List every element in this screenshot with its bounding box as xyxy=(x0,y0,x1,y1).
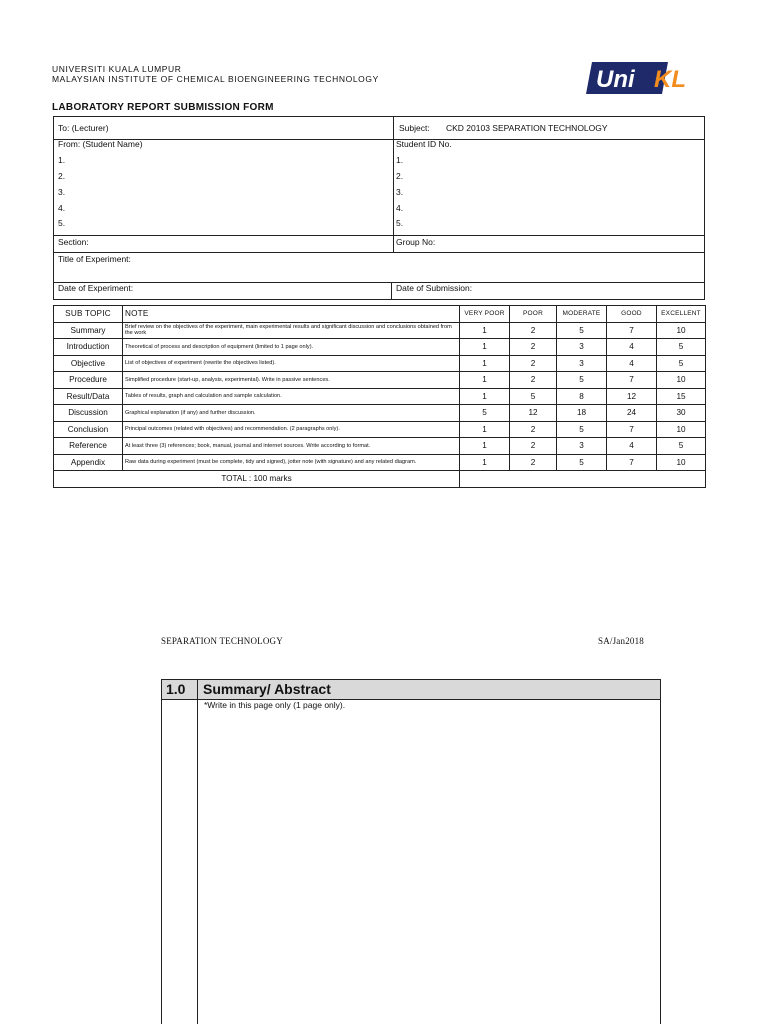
row-note: Raw data during experiment (must be complete, tidy and signed), jotter note (with signature) and any related diagram. xyxy=(123,454,460,471)
row-topic: Appendix xyxy=(54,454,123,471)
score-excellent: 15 xyxy=(657,388,706,405)
score-excellent: 10 xyxy=(657,454,706,471)
score-excellent: 5 xyxy=(657,355,706,372)
score-moderate: 5 xyxy=(557,322,607,339)
table-row xyxy=(54,438,706,455)
score-very-poor: 5 xyxy=(460,405,510,422)
section-title: Summary/ Abstract xyxy=(203,681,331,697)
score-moderate: 5 xyxy=(557,454,607,471)
row-topic: Reference xyxy=(54,438,123,455)
score-very-poor: 1 xyxy=(460,339,510,356)
summary-instruction: *Write in this page only (1 page only). xyxy=(204,700,346,710)
score-very-poor: 1 xyxy=(460,322,510,339)
score-good: 7 xyxy=(607,322,657,339)
section-divider xyxy=(197,680,198,1024)
title-of-experiment-label: Title of Experiment: xyxy=(58,254,131,264)
score-excellent: 5 xyxy=(657,438,706,455)
logo-text-uni: Uni xyxy=(596,66,635,93)
header-good: GOOD xyxy=(607,306,657,323)
score-poor: 2 xyxy=(510,372,557,389)
score-good: 7 xyxy=(607,372,657,389)
score-moderate: 3 xyxy=(557,438,607,455)
date-of-submission-label: Date of Submission: xyxy=(396,283,473,293)
row-topic: Objective xyxy=(54,355,123,372)
score-very-poor: 1 xyxy=(460,355,510,372)
subject-value: CKD 20103 SEPARATION TECHNOLOGY xyxy=(446,123,608,133)
header-note: NOTE xyxy=(123,306,460,323)
summary-section xyxy=(161,679,661,1024)
score-very-poor: 1 xyxy=(460,388,510,405)
header-poor: POOR xyxy=(510,306,557,323)
score-good: 7 xyxy=(607,421,657,438)
total-marks: TOTAL : 100 marks xyxy=(54,471,460,488)
score-good: 7 xyxy=(607,454,657,471)
score-very-poor: 1 xyxy=(460,438,510,455)
score-good: 4 xyxy=(607,355,657,372)
total-row xyxy=(54,471,706,488)
form-title: LABORATORY REPORT SUBMISSION FORM xyxy=(52,102,274,113)
header-sub-topic: SUB TOPIC xyxy=(54,306,123,323)
student-name-2: 2. xyxy=(58,171,66,181)
group-no-label: Group No: xyxy=(396,237,436,247)
row-topic: Introduction xyxy=(54,339,123,356)
table-row xyxy=(54,454,706,471)
university-name: UNIVERSITI KUALA LUMPUR xyxy=(52,64,182,74)
score-good: 4 xyxy=(607,339,657,356)
row-topic: Conclusion xyxy=(54,421,123,438)
score-very-poor: 1 xyxy=(460,372,510,389)
row-topic: Result/Data xyxy=(54,388,123,405)
student-name-3: 3. xyxy=(58,187,66,197)
row-note: Tables of results, graph and calculation and sample calculation. xyxy=(123,388,460,405)
subject-label: Subject: xyxy=(399,123,430,133)
student-name-1: 1. xyxy=(58,155,66,165)
header-moderate: MODERATE xyxy=(557,306,607,323)
header-very-poor: VERY POOR xyxy=(460,306,510,323)
institute-name: MALAYSIAN INSTITUTE OF CHEMICAL BIOENGINEERING TECHNOLOGY xyxy=(52,74,379,84)
page-header-course: SEPARATION TECHNOLOGY xyxy=(161,636,283,646)
student-id-5: 5. xyxy=(396,218,404,228)
table-row xyxy=(54,355,706,372)
student-name-4: 4. xyxy=(58,203,66,213)
score-poor: 5 xyxy=(510,388,557,405)
student-id-2: 2. xyxy=(396,171,404,181)
row-topic: Procedure xyxy=(54,372,123,389)
table-row xyxy=(54,388,706,405)
student-name-5: 5. xyxy=(58,218,66,228)
marking-rubric-table xyxy=(53,305,706,488)
row-note: Brief review on the objectives of the experiment, main experimental results and significant discussion and conclusions obtained from the work xyxy=(123,322,460,339)
score-good: 4 xyxy=(607,438,657,455)
score-moderate: 18 xyxy=(557,405,607,422)
score-poor: 2 xyxy=(510,339,557,356)
score-poor: 2 xyxy=(510,421,557,438)
score-poor: 2 xyxy=(510,355,557,372)
table-row xyxy=(54,421,706,438)
score-poor: 12 xyxy=(510,405,557,422)
summary-section-header xyxy=(162,680,660,700)
table-row xyxy=(54,322,706,339)
score-moderate: 8 xyxy=(557,388,607,405)
score-excellent: 10 xyxy=(657,372,706,389)
total-score-cell xyxy=(460,471,706,488)
row-note: Principal outcomes (related with objectives) and recommendation. (2 paragraphs only). xyxy=(123,421,460,438)
student-id-3: 3. xyxy=(396,187,404,197)
score-very-poor: 1 xyxy=(460,421,510,438)
row-note: At least three (3) references; book, manual, journal and internet sources. Write according to format. xyxy=(123,438,460,455)
score-poor: 2 xyxy=(510,322,557,339)
score-good: 12 xyxy=(607,388,657,405)
from-student-label: From: (Student Name) xyxy=(58,139,143,149)
student-id-1: 1. xyxy=(396,155,404,165)
submission-info-table xyxy=(53,116,705,300)
score-moderate: 3 xyxy=(557,355,607,372)
score-poor: 2 xyxy=(510,454,557,471)
score-moderate: 3 xyxy=(557,339,607,356)
page-header-code: SA/Jan2018 xyxy=(598,636,645,646)
row-note: List of objectives of experiment (rewrite the objectives listed). xyxy=(123,355,460,372)
row-note: Simplified procedure (start-up, analysis, experimental). Write in passive sentences. xyxy=(123,372,460,389)
row-note: Graphical explanation (if any) and further discussion. xyxy=(123,405,460,422)
score-poor: 2 xyxy=(510,438,557,455)
section-label: Section: xyxy=(58,237,89,247)
header-excellent: EXCELLENT xyxy=(657,306,706,323)
student-id-4: 4. xyxy=(396,203,404,213)
row-topic: Discussion xyxy=(54,405,123,422)
date-of-experiment-label: Date of Experiment: xyxy=(58,283,134,293)
to-lecturer-label: To: (Lecturer) xyxy=(58,123,109,133)
score-good: 24 xyxy=(607,405,657,422)
score-excellent: 30 xyxy=(657,405,706,422)
row-topic: Summary xyxy=(54,322,123,339)
section-number: 1.0 xyxy=(166,681,186,697)
score-excellent: 10 xyxy=(657,421,706,438)
score-very-poor: 1 xyxy=(460,454,510,471)
table-row xyxy=(54,405,706,422)
row-note: Theoretical of process and description of equipment (limited to 1 page only). xyxy=(123,339,460,356)
score-moderate: 5 xyxy=(557,421,607,438)
table-row xyxy=(54,372,706,389)
score-moderate: 5 xyxy=(557,372,607,389)
logo-text-kl: KL xyxy=(654,66,686,93)
table-row xyxy=(54,339,706,356)
rubric-header-row xyxy=(54,306,706,323)
unikl-logo xyxy=(586,62,704,94)
score-excellent: 5 xyxy=(657,339,706,356)
score-excellent: 10 xyxy=(657,322,706,339)
student-id-label: Student ID No. xyxy=(396,139,452,149)
